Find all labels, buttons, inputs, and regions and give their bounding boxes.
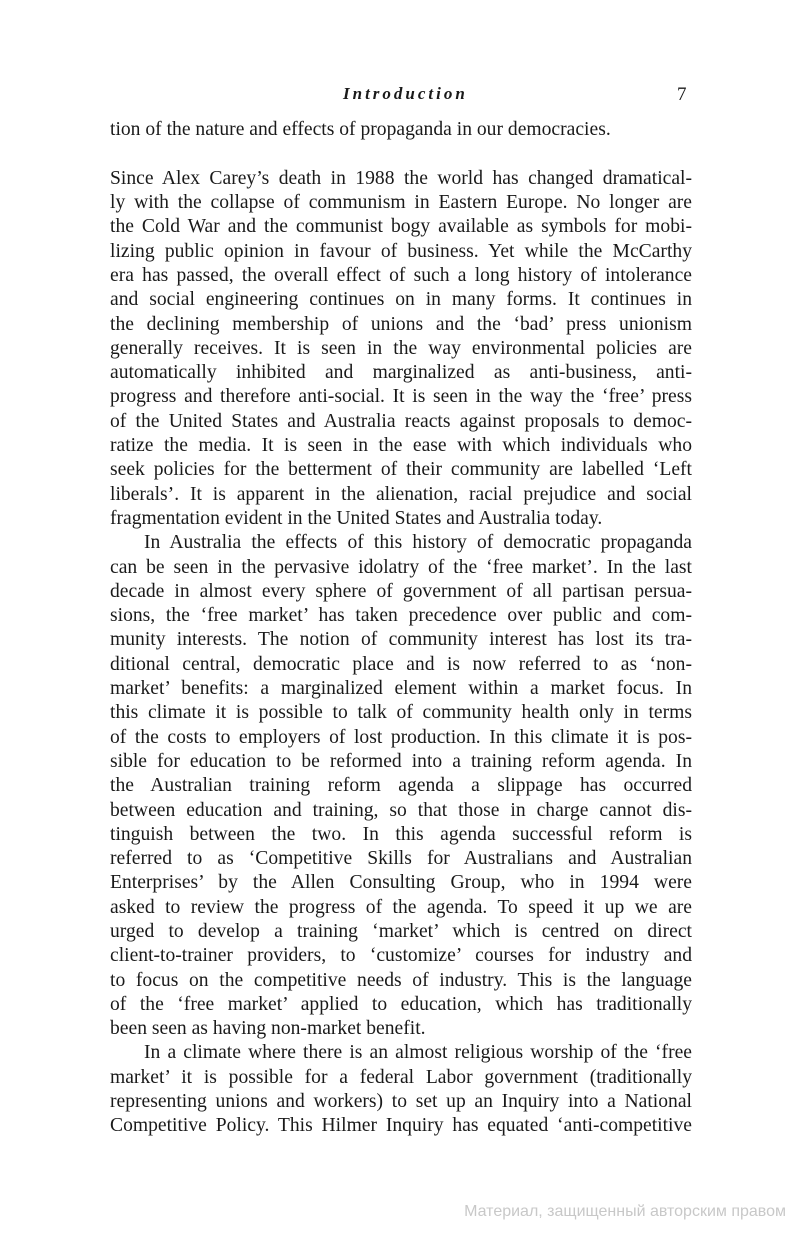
text-line: can be seen in the pervasive idolatry of the ‘free market’. In the last — [110, 556, 692, 578]
text-line: era has passed, the overall effect of such a long history of intolerance — [110, 264, 692, 286]
running-header — [0, 84, 800, 110]
running-title: Introduction — [343, 84, 468, 103]
text-line: the Cold War and the communist bogy available as symbols for mobi- — [110, 216, 692, 238]
text-line: the Australian training reform agenda a slippage has occurred — [110, 775, 692, 797]
text-line: representing unions and workers) to set up an Inquiry into a National — [110, 1091, 692, 1113]
text-line: fragmentation evident in the United States and Australia today. — [110, 507, 603, 529]
text-line: asked to review the progress of the agenda. To speed it up we are — [110, 896, 692, 918]
text-line: automatically inhibited and marginalized as anti-business, anti- — [110, 362, 692, 384]
text-line: urged to develop a training ‘market’ which is centred on direct — [110, 921, 692, 942]
text-line: Since Alex Carey’s death in 1988 the world has changed dramatical- — [110, 167, 692, 189]
text-line: Competitive Policy. This Hilmer Inquiry has equated ‘anti-competitive — [110, 1115, 692, 1137]
text-line: sions, the ‘free market’ has taken precedence over public and com- — [110, 605, 692, 627]
text-line: market’ it is possible for a federal Labor government (traditionally — [110, 1066, 692, 1088]
text-line: ly with the collapse of communism in Eastern Europe. No longer are — [110, 192, 692, 214]
text-line: between education and training, so that those in charge cannot dis- — [110, 799, 692, 821]
text-line: generally receives. It is seen in the way environmental policies are — [110, 337, 692, 359]
text-line: of the costs to employers of lost production. In this climate it is pos- — [110, 726, 692, 748]
text-line: lizing public opinion in favour of business. Yet while the McCarthy — [110, 240, 692, 262]
paragraph-1 — [110, 167, 692, 531]
text-line: this climate it is possible to talk of community health only in terms — [110, 702, 692, 724]
copyright-watermark: Материал, защищенный авторским правом — [464, 1203, 786, 1220]
text-line: munity interests. The notion of community interest has lost its tra- — [110, 629, 692, 651]
paragraph-2 — [110, 531, 692, 1041]
text-line: market’ benefits: a marginalized element within a market focus. In — [110, 678, 692, 700]
text-line: of the ‘free market’ applied to education, which has traditionally — [110, 993, 692, 1015]
text-line: been seen as having non-market benefit. — [110, 1018, 426, 1040]
text-line: to focus on the competitive needs of industry. This is the language — [110, 969, 692, 991]
text-line: Enterprises’ by the Allen Consulting Group, who in 1994 were — [110, 872, 692, 894]
text-line: the declining membership of unions and the ‘bad’ press unionism — [110, 313, 692, 335]
text-line: ratize the media. It is seen in the ease with which individuals who — [110, 435, 692, 457]
text-line: sible for education to be reformed into a training reform agenda. In — [110, 750, 692, 772]
text-line: tinguish between the two. In this agenda successful reform is — [110, 823, 692, 845]
text-line: and social engineering continues on in many forms. It continues in — [110, 289, 692, 311]
text-line: of the United States and Australia reacts against proposals to democ- — [110, 410, 692, 432]
text-line: In a climate where there is an almost religious worship of the ‘free — [144, 1042, 692, 1064]
paragraph-3 — [110, 1041, 692, 1138]
text-line: referred to as ‘Competitive Skills for Australians and Australian — [110, 848, 692, 870]
body-text — [110, 118, 692, 1139]
text-line: progress and therefore anti-social. It is seen in the way the ‘free’ press — [110, 386, 692, 408]
text-line: seek policies for the betterment of their community are labelled ‘Left — [110, 459, 692, 481]
paragraph-gap — [110, 142, 692, 167]
text-line: liberals’. It is apparent in the alienation, racial prejudice and social — [110, 483, 692, 505]
text-line: decade in almost every sphere of government of all partisan persua- — [110, 580, 692, 602]
text-line: tion of the nature and effects of propaganda in our democracies. — [110, 119, 611, 140]
text-line: client-to-trainer providers, to ‘customize’ courses for industry and — [110, 945, 692, 967]
page-number: 7 — [677, 84, 687, 105]
text-line: ditional central, democratic place and is now referred to as ‘non- — [110, 653, 692, 675]
continuation-paragraph — [110, 118, 692, 142]
text-line: In Australia the effects of this history of democratic propaganda — [144, 532, 692, 554]
